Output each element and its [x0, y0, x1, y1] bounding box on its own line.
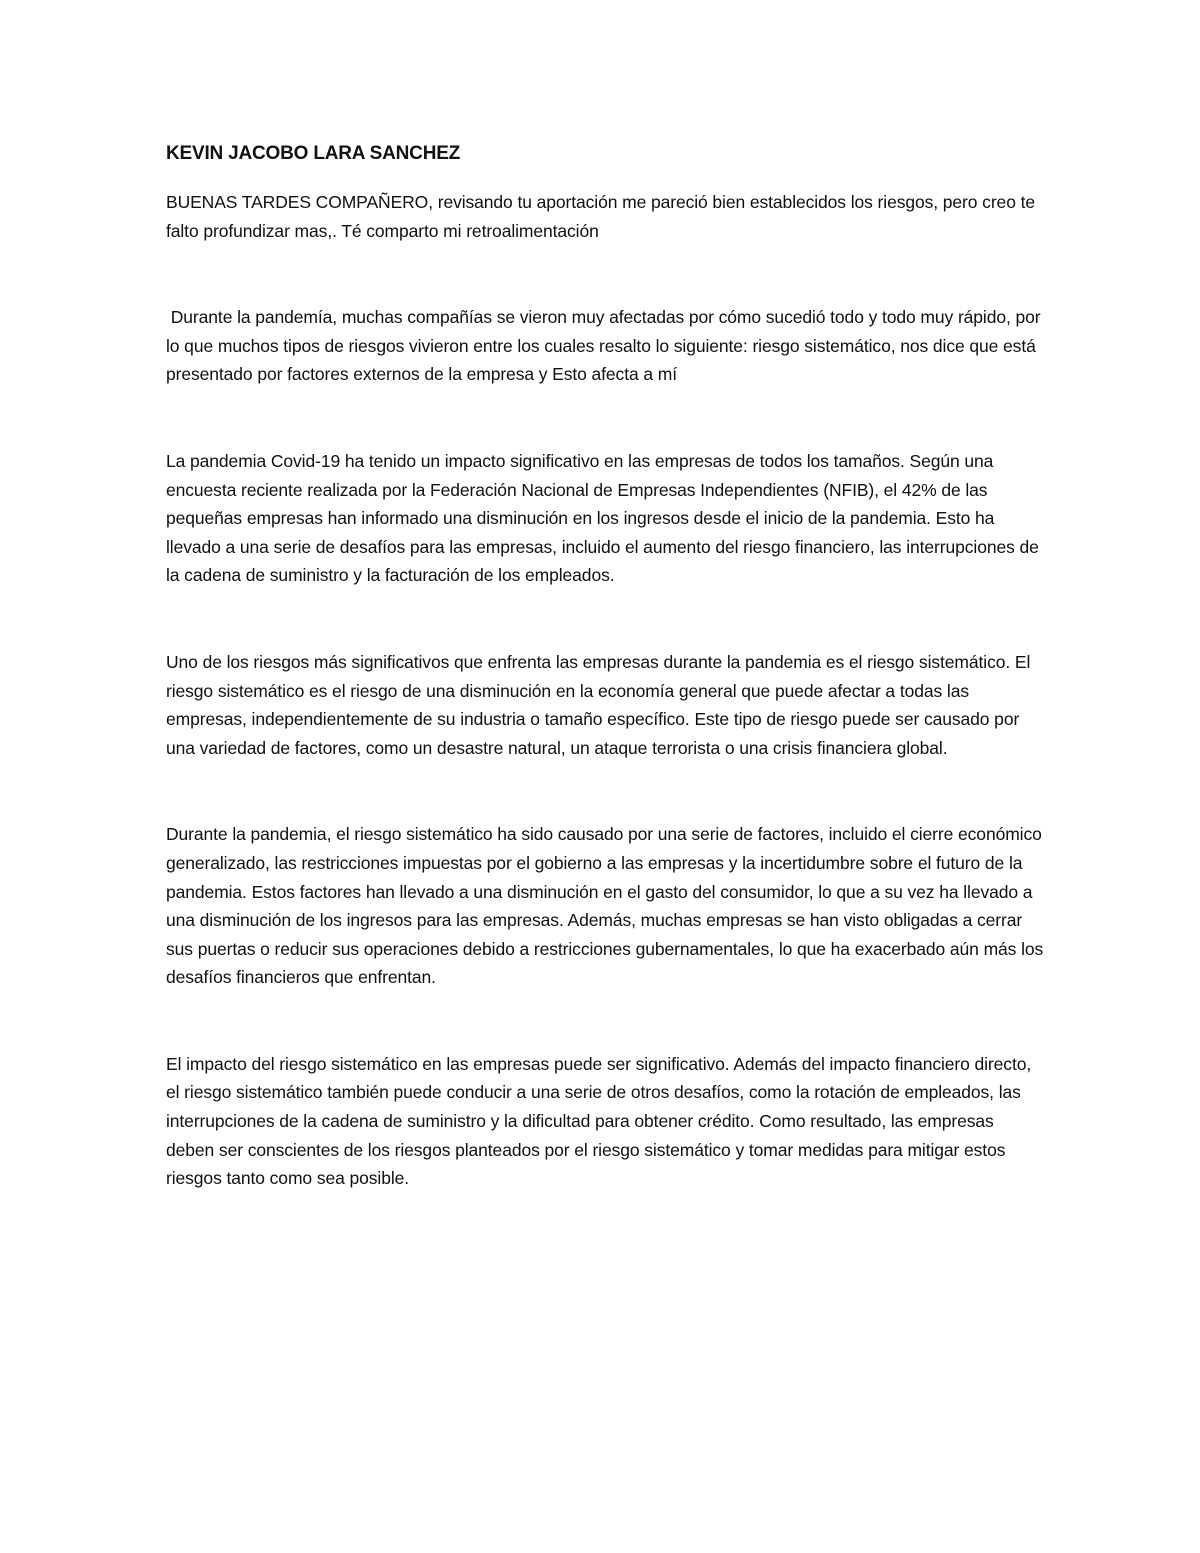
paragraph-systematic-risk: Uno de los riesgos más significativos que enfrenta las empresas durante la pandemia es el riesgo sistemático. El riesgo sistemático es el riesgo de una disminución en la economía general que puede afectar a todas las empresas, independientemente de su industria o tamaño específico. Este tipo de riesgo puede ser causado por una variedad de factores, como un desastre natural, un ataque terrorista o una crisis financiera global. [166, 651, 1036, 758]
paragraph-risk-causes: Durante la pandemia, el riesgo sistemático ha sido causado por una serie de factores, incluido el cierre económico generalizado, las restricciones impuestas por el gobierno a las empresas y la incertidumbre sobre el futuro de la pandemia. Estos factores han llevado a una disminución en el gasto del consumidor, lo que a su vez ha llevado a una disminución de los ingresos para las empresas. Además, muchas empresas se han visto obligadas a cerrar sus puertas o reducir sus operaciones debido a restricciones gubernamentales, lo que ha exacerbado aún más los desafíos financieros que enfrentan. [166, 824, 1048, 988]
paragraph-covid-impact: La pandemia Covid-19 ha tenido un impacto significativo en las empresas de todos los tamaños. Según una encuesta reciente realizada por la Federación Nacional de Empresas Independientes (NFIB), el 42% de las pequeñas empresas han informado una disminución en los ingresos desde el inicio de la pandemia. Esto ha llevado a una serie de desafíos para las empresas, incluido el aumento del riesgo financiero, las interrupciones de la cadena de suministro y la facturación de los empleados. [166, 450, 1044, 586]
paragraph-greeting: BUENAS TARDES COMPAÑERO, revisando tu aportación me pareció bien establecidos los riesgos, pero creo te falto profundizar mas,. Té comparto mi retroalimentación [166, 192, 1040, 241]
paragraph-risk-impact: El impacto del riesgo sistemático en las empresas puede ser significativo. Además del impacto financiero directo, el riesgo sistemático también puede conducir a una serie de otros desafíos, como la rotación de empleados, las interrupciones de la cadena de suministro y la dificultad para obtener crédito. Como resultado, las empresas deben ser conscientes de los riesgos planteados por el riesgo sistemático y tomar medidas para mitigar estos riesgos tanto como sea posible. [166, 1053, 1036, 1189]
paragraph-intro: Durante la pandemía, muchas compañías se vieron muy afectadas por cómo sucedió todo y todo muy rápido, por lo que muchos tipos de riesgos vivieron entre los cuales resalto lo siguiente: riesgo sistemático, nos dice que está presentado por factores externos de la empresa y Esto afecta a mí [166, 307, 1046, 385]
document-body [166, 140, 1046, 1193]
author-title: KEVIN JACOBO LARA SANCHEZ [166, 143, 461, 164]
